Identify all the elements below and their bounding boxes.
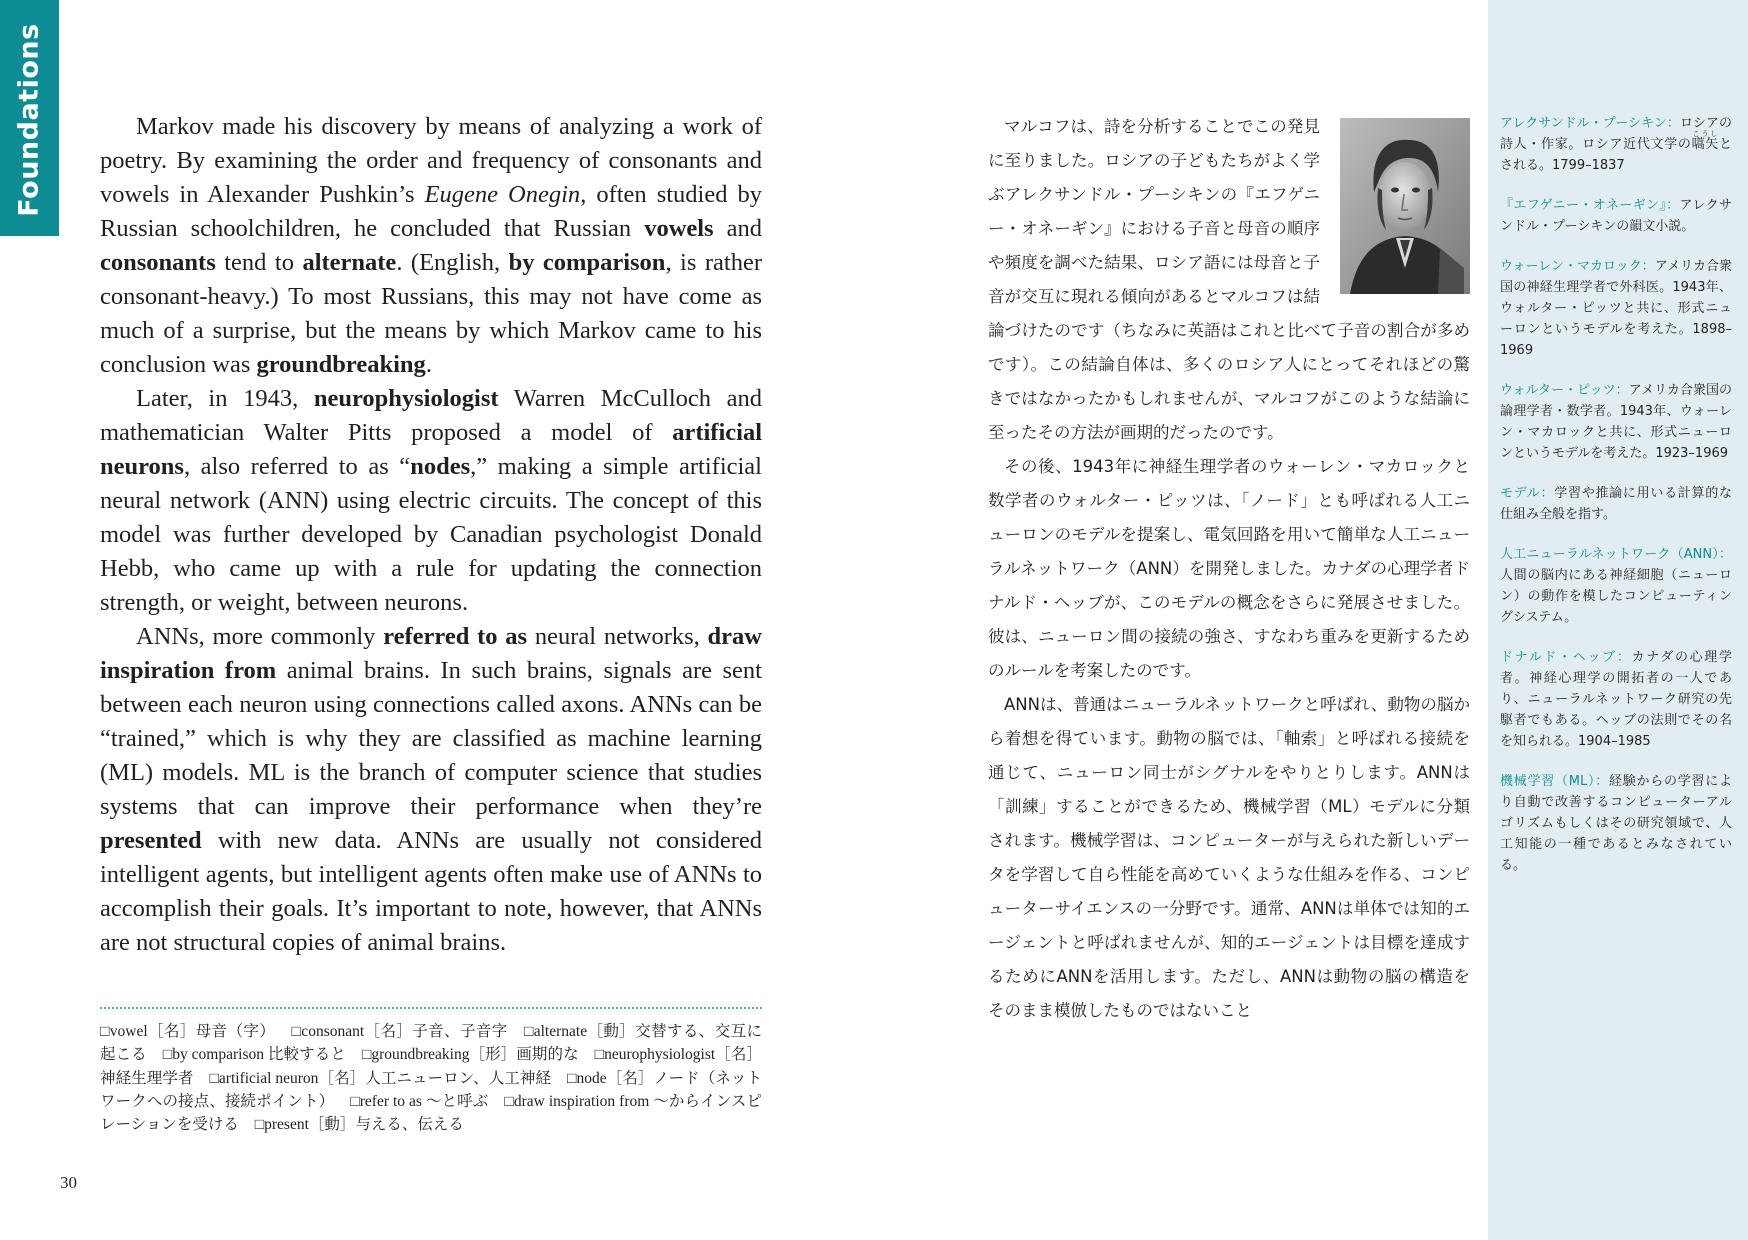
glossary-item <box>1500 256 1732 361</box>
ruby-annotation: 嚆矢こうし <box>1691 130 1719 152</box>
japanese-paragraph: その後、1943年に神経生理学者のウォーレン・マカロックと数学者のウォルター・ピッツは、「ノード」とも呼ばれる人工ニューロンのモデルを提案し、電気回路を用いて簡単な人工ニューラルネットワーク（ANN）を開発しました。カナダの心理学者ドナルド・ヘッブが、このモデルの概念をさらに発展させました。彼は、ニューロン間の接続の強さ、すなわち重みを更新するためのルールを考案したのです。 <box>988 457 1470 680</box>
vocab-item: □vowel［名］母音（字） <box>100 1023 276 1040</box>
glossary-term: ウォルター・ピッツ： <box>1500 383 1629 398</box>
glossary-item <box>1500 483 1732 525</box>
bold-term: artificial neurons <box>100 419 762 480</box>
text-run: . <box>425 351 432 378</box>
japanese-paragraph: マルコフは、詩を分析することでこの発見に至りました。ロシアの子どもたちがよく学ぶアレクサンドル・プーシキンの『エフゲニー・オネーギン』における子音と母音の順序や頻度を調べた結果、ロシア語には母音と子音が交互に現れる傾向があるとマルコフは結論づけたのです（ちなみに英語はこれと比べて子音の割合が多めです）。この結論自体は、多くのロシア人にとってそれほどの驚きではなかったかもしれませんが、マルコフがこのような結論に至ったその方法が画期的だったのです。 <box>988 110 1470 450</box>
text-run: , is rather consonant-heavy.) To most Russians, this may not have come as much of a surprise, but the means by which Markov came to his conclusion was <box>100 249 762 378</box>
section-tab <box>0 0 59 236</box>
bold-term: consonants <box>100 249 216 276</box>
text-run: ANNs, more commonly <box>136 623 384 650</box>
text-run: neural networks, <box>527 623 708 650</box>
vocab-item: □present［動］与える、伝える <box>254 1116 464 1134</box>
bold-term: nodes <box>410 453 471 480</box>
text-run: . (English, <box>396 249 509 276</box>
glossary-desc: 経験からの学習により自動で改善するコンピューターアルゴリズムもしくはその研究領域で、人工知能の一種であるとみなされている。 <box>1500 774 1732 873</box>
vocab-item: □draw inspiration from 〜からインスピレーションを受ける <box>100 1092 763 1134</box>
pushkin-portrait <box>1340 118 1470 294</box>
glossary-desc: アメリカ合衆国の神経生理学者で外科医。1943年、ウォルター・ピッツと共に、形式ニューロンというモデルを考えた。1898–1969 <box>1500 259 1732 358</box>
vocab-divider <box>100 1007 762 1009</box>
text-run: tend to <box>215 249 303 276</box>
vocab-item: □artificial neuron［名］人工ニューロン、人工神経 <box>209 1069 552 1087</box>
glossary-term: ウォーレン・マカロック： <box>1500 259 1655 274</box>
text-run: and <box>713 215 762 242</box>
glossary-item <box>1500 195 1732 237</box>
vocab-item: □refer to as 〜と呼ぶ <box>350 1092 489 1110</box>
english-body <box>100 110 762 960</box>
bold-term: draw inspiration from <box>100 623 762 684</box>
portrait-image <box>1340 118 1470 294</box>
vocab-item: □consonant［名］子音、子音字 <box>291 1023 508 1040</box>
glossary-term: 人工ニューラルネットワーク（ANN）： <box>1500 547 1732 562</box>
english-paragraph <box>100 620 762 960</box>
glossary-item <box>1500 544 1732 628</box>
glossary-desc: 人間の脳内にある神経細胞（ニューロン）の動作を模したコンピューティングシステム。 <box>1500 568 1732 625</box>
glossary-term: アレクサンドル・プーシキン： <box>1500 116 1680 131</box>
bold-term: groundbreaking <box>256 351 426 378</box>
text-run: Later, in 1943, <box>136 385 314 412</box>
ruby-reading: こうし <box>1691 130 1719 138</box>
glossary-term: モデル： <box>1500 486 1555 501</box>
glossary-item: アレクサンドル・プーシキン：ロシアの詩人・作家。ロシア近代文学の嚆矢こうしとされる。1799–1837 <box>1500 116 1732 173</box>
bold-term: neurophysiologist <box>313 385 499 412</box>
text-run: with new data. ANNs are usually not considered intelligent agents, but intelligent agents often make use of ANNs to accomplish their goals. It’s important to note, however, that ANNs are not structural copies of animal brains. <box>100 827 762 956</box>
vocab-list <box>100 1020 762 1136</box>
vocab-item: □alternate［動］交替する、交互に起こる <box>100 1023 763 1064</box>
text-run: , also referred to as “ <box>183 453 411 480</box>
text-run: Markov made his discovery by means of analyzing a work of poetry. By examining the order and frequency of consonants and vowels in Alexander Pushkin’s <box>100 113 762 208</box>
glossary-desc: 学習や推論に用いる計算的な仕組み全般を指す。 <box>1500 486 1732 522</box>
page-number-left: 30 <box>60 1173 77 1192</box>
english-paragraph <box>100 110 762 382</box>
text-run: ,” making a simple artificial neural network (ANN) using electric circuits. The concept of this model was further developed by Canadian psychologist Donald Hebb, who came up with a rule for updating the connection strength, or weight, between neurons. <box>100 453 762 616</box>
english-paragraph <box>100 382 762 620</box>
glossary-desc: カナダの心理学者。神経心理学の開拓者の一人であり、ニューラルネットワーク研究の先駆者でもある。ヘッブの法則でその名を知られる。1904–1985 <box>1500 650 1732 749</box>
vocab-item: □groundbreaking［形］画期的な <box>361 1046 579 1064</box>
text-run: , often studied by Russian schoolchildren, he concluded that Russian <box>100 181 762 242</box>
vocab-item: □node［名］ノード（ネットワークへの接点、接続ポイント） <box>100 1069 762 1110</box>
vocab-item: □by comparison 比較すると <box>162 1046 346 1064</box>
vocab-item: □neurophysiologist［名］神経生理学者 <box>100 1046 762 1087</box>
glossary-item <box>1500 771 1732 876</box>
bold-term: by comparison <box>508 249 666 276</box>
bold-term: alternate <box>302 249 397 276</box>
glossary-list <box>1500 113 1732 895</box>
glossary-item <box>1500 380 1732 464</box>
glossary-term: 機械学習（ML）： <box>1500 774 1609 789</box>
bold-term: referred to as <box>383 623 528 650</box>
bold-term: vowels <box>644 215 714 242</box>
section-tab-label: Foundations <box>13 23 45 217</box>
glossary-item <box>1500 647 1732 752</box>
glossary-term: 『エフゲニー・オネーギン』： <box>1500 198 1680 213</box>
glossary-desc: アレクサンドル・プーシキンの韻文小説。 <box>1500 198 1732 234</box>
text-run: animal brains. In such brains, signals are sent between each neuron using connections called axons. ANNs can be “trained,” which is why they are classified as machine learning (ML) models. ML is the branch of computer science that studies systems that can improve their performance when they’re <box>100 657 762 820</box>
japanese-paragraph: ANNは、普通はニューラルネットワークと呼ばれ、動物の脳から着想を得ています。動物の脳では、「軸索」と呼ばれる接続を通じて、ニューロン同士がシグナルをやりとりします。ANNは「訓練」することができるため、機械学習（ML）モデルに分類されます。機械学習は、コンピューターが与えられた新しいデータを学習して自ら性能を高めていくような仕組みを作る、コンピューターサイエンスの一分野です。通常、ANNは単体では知的エージェントと呼ばれませんが、知的エージェントは目標を達成するためにANNを活用します。ただし、ANNは動物の脳の構造をそのまま模倣したものではないこと <box>988 695 1470 1020</box>
italic-title: Eugene Onegin <box>424 181 581 208</box>
bold-term: presented <box>100 827 202 854</box>
glossary-term: ドナルド・ヘッブ： <box>1500 650 1632 665</box>
glossary-desc: アメリカ合衆国の論理学者・数学者。1943年、ウォーレン・マカロックと共に、形式ニューロンというモデルを考えた。1923–1969 <box>1500 383 1732 461</box>
text-run: Warren McCulloch and mathematician Walter Pitts proposed a model of <box>100 385 762 446</box>
